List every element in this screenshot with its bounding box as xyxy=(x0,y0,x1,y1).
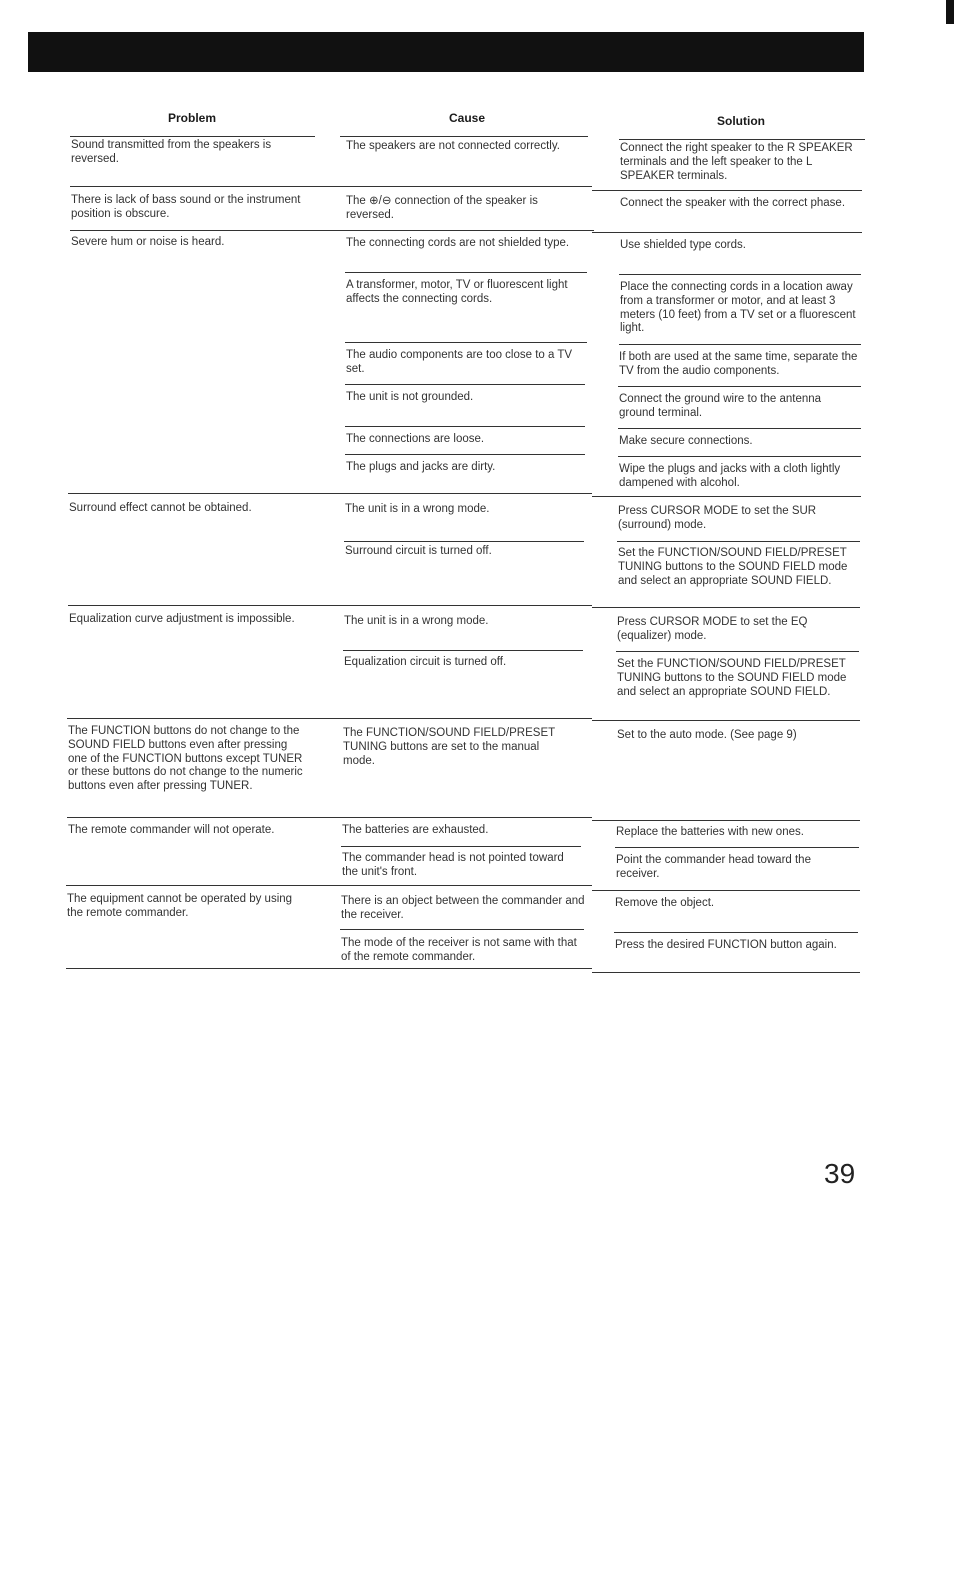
edge-mark xyxy=(946,0,954,24)
row-divider xyxy=(332,718,592,719)
solution-cell: Press CURSOR MODE to set the EQ (equalizer) mode. xyxy=(617,616,808,642)
row-divider xyxy=(592,720,860,721)
row-divider xyxy=(617,541,860,542)
row-divider xyxy=(619,274,861,275)
row-divider xyxy=(344,541,584,542)
row-divider xyxy=(332,817,592,818)
row-divider xyxy=(592,190,862,191)
solution-cell: Remove the object. xyxy=(615,897,715,909)
cause-cell: Equalization circuit is turned off. xyxy=(344,656,507,668)
solution-cell: Connect the ground wire to the antenna ground terminal. xyxy=(619,393,822,419)
solution-cell: Replace the batteries with new ones. xyxy=(616,826,804,838)
cause-cell: The connecting cords are not shielded type. xyxy=(346,237,570,249)
row-divider xyxy=(345,384,585,385)
cause-cell: The FUNCTION/SOUND FIELD/PRESET TUNING buttons are set to the manual mode. xyxy=(343,727,555,767)
row-divider xyxy=(592,890,860,891)
problem-cell: Equalization curve adjustment is impossible. xyxy=(69,613,295,625)
row-divider xyxy=(67,718,332,719)
row-divider xyxy=(341,846,581,847)
row-divider xyxy=(340,136,588,137)
solution-cell: Point the commander head toward the receiver. xyxy=(616,854,811,880)
row-divider xyxy=(618,386,861,387)
problem-cell: The remote commander will not operate. xyxy=(68,824,275,836)
solution-cell: Set the FUNCTION/SOUND FIELD/PRESET TUNING buttons to the SOUND FIELD mode and select an appropriate SOUND FIELD. xyxy=(617,658,847,698)
header-bar xyxy=(28,32,864,72)
cause-cell: The mode of the receiver is not same with that of the remote commander. xyxy=(341,937,577,963)
row-divider xyxy=(332,186,592,187)
row-divider xyxy=(618,456,861,457)
column-header-solution: Solution xyxy=(717,114,765,128)
cause-cell: The unit is not grounded. xyxy=(346,391,474,403)
row-divider xyxy=(332,493,592,494)
cause-cell: The audio components are too close to a TV set. xyxy=(346,349,573,375)
solution-cell: Place the connecting cords in a location away from a transformer or motor, and at least 3 meters (10 feet) from a TV set or a fluorescent light. xyxy=(620,281,856,335)
problem-cell: The equipment cannot be operated by using the remote commander. xyxy=(67,893,293,919)
solution-cell: Set the FUNCTION/SOUND FIELD/PRESET TUNING buttons to the SOUND FIELD mode and select an appropriate SOUND FIELD. xyxy=(618,547,848,587)
row-divider xyxy=(332,968,592,969)
row-divider xyxy=(67,817,332,818)
cause-cell: The unit is in a wrong mode. xyxy=(344,615,489,627)
column-header-cause: Cause xyxy=(449,111,486,125)
cause-cell: The connections are loose. xyxy=(346,433,485,445)
row-divider xyxy=(66,968,332,969)
row-divider xyxy=(332,885,592,886)
row-divider xyxy=(70,136,315,137)
row-divider xyxy=(619,344,861,345)
problem-cell: The FUNCTION buttons do not change to the SOUND FIELD buttons even after pressing one of the FUNCTION buttons except TUNER or these buttons do not change to the numeric buttons even after pressing TUNER. xyxy=(68,725,303,793)
problem-cell: Surround effect cannot be obtained. xyxy=(69,502,252,514)
problem-cell: Severe hum or noise is heard. xyxy=(71,236,225,248)
row-divider xyxy=(345,454,585,455)
page-number: 39 xyxy=(824,1158,856,1189)
row-divider xyxy=(614,932,858,933)
column-header-problem: Problem xyxy=(168,111,217,125)
row-divider xyxy=(68,605,332,606)
solution-cell: Use shielded type cords. xyxy=(620,239,746,251)
solution-cell: Make secure connections. xyxy=(619,435,753,447)
cause-cell: There is an object between the commander and the receiver. xyxy=(341,895,585,921)
row-divider xyxy=(345,426,585,427)
row-divider xyxy=(592,232,862,233)
solution-cell: Press the desired FUNCTION button again. xyxy=(615,939,837,951)
row-divider xyxy=(345,272,587,273)
solution-cell: Set to the auto mode. (See page 9) xyxy=(617,729,797,741)
cause-cell: A transformer, motor, TV or fluorescent light affects the connecting cords. xyxy=(346,279,568,305)
row-divider xyxy=(70,230,332,231)
row-divider xyxy=(619,139,865,140)
row-divider xyxy=(615,847,859,848)
row-divider xyxy=(618,428,861,429)
solution-cell: Wipe the plugs and jacks with a cloth lightly dampened with alcohol. xyxy=(619,463,841,489)
row-divider xyxy=(343,650,583,651)
row-divider xyxy=(332,605,592,606)
row-divider xyxy=(68,493,332,494)
row-divider xyxy=(592,607,860,608)
cause-cell: The plugs and jacks are dirty. xyxy=(346,461,496,473)
cause-cell: The commander head is not pointed toward the unit's front. xyxy=(342,852,564,878)
problem-cell: Sound transmitted from the speakers is reversed. xyxy=(71,139,272,165)
solution-cell: Connect the speaker with the correct phase. xyxy=(620,197,846,209)
solution-cell: Press CURSOR MODE to set the SUR (surround) mode. xyxy=(618,505,817,531)
row-divider xyxy=(592,972,860,973)
row-divider xyxy=(340,929,584,930)
row-divider xyxy=(592,496,861,497)
row-divider xyxy=(66,885,332,886)
row-divider xyxy=(345,342,587,343)
row-divider xyxy=(332,230,594,231)
cause-cell: Surround circuit is turned off. xyxy=(345,545,492,557)
row-divider xyxy=(616,651,859,652)
cause-cell: The ⊕/⊖ connection of the speaker is reversed. xyxy=(346,195,538,221)
cause-cell: The unit is in a wrong mode. xyxy=(345,503,490,515)
row-divider xyxy=(592,820,860,821)
problem-cell: There is lack of bass sound or the instrument position is obscure. xyxy=(71,194,301,220)
solution-cell: If both are used at the same time, separate the TV from the audio components. xyxy=(619,351,858,377)
cause-cell: The batteries are exhausted. xyxy=(342,824,489,836)
cause-cell: The speakers are not connected correctly. xyxy=(346,140,560,152)
solution-cell: Connect the right speaker to the R SPEAKER terminals and the left speaker to the L SPEAKER terminals. xyxy=(620,142,853,182)
row-divider xyxy=(70,186,332,187)
